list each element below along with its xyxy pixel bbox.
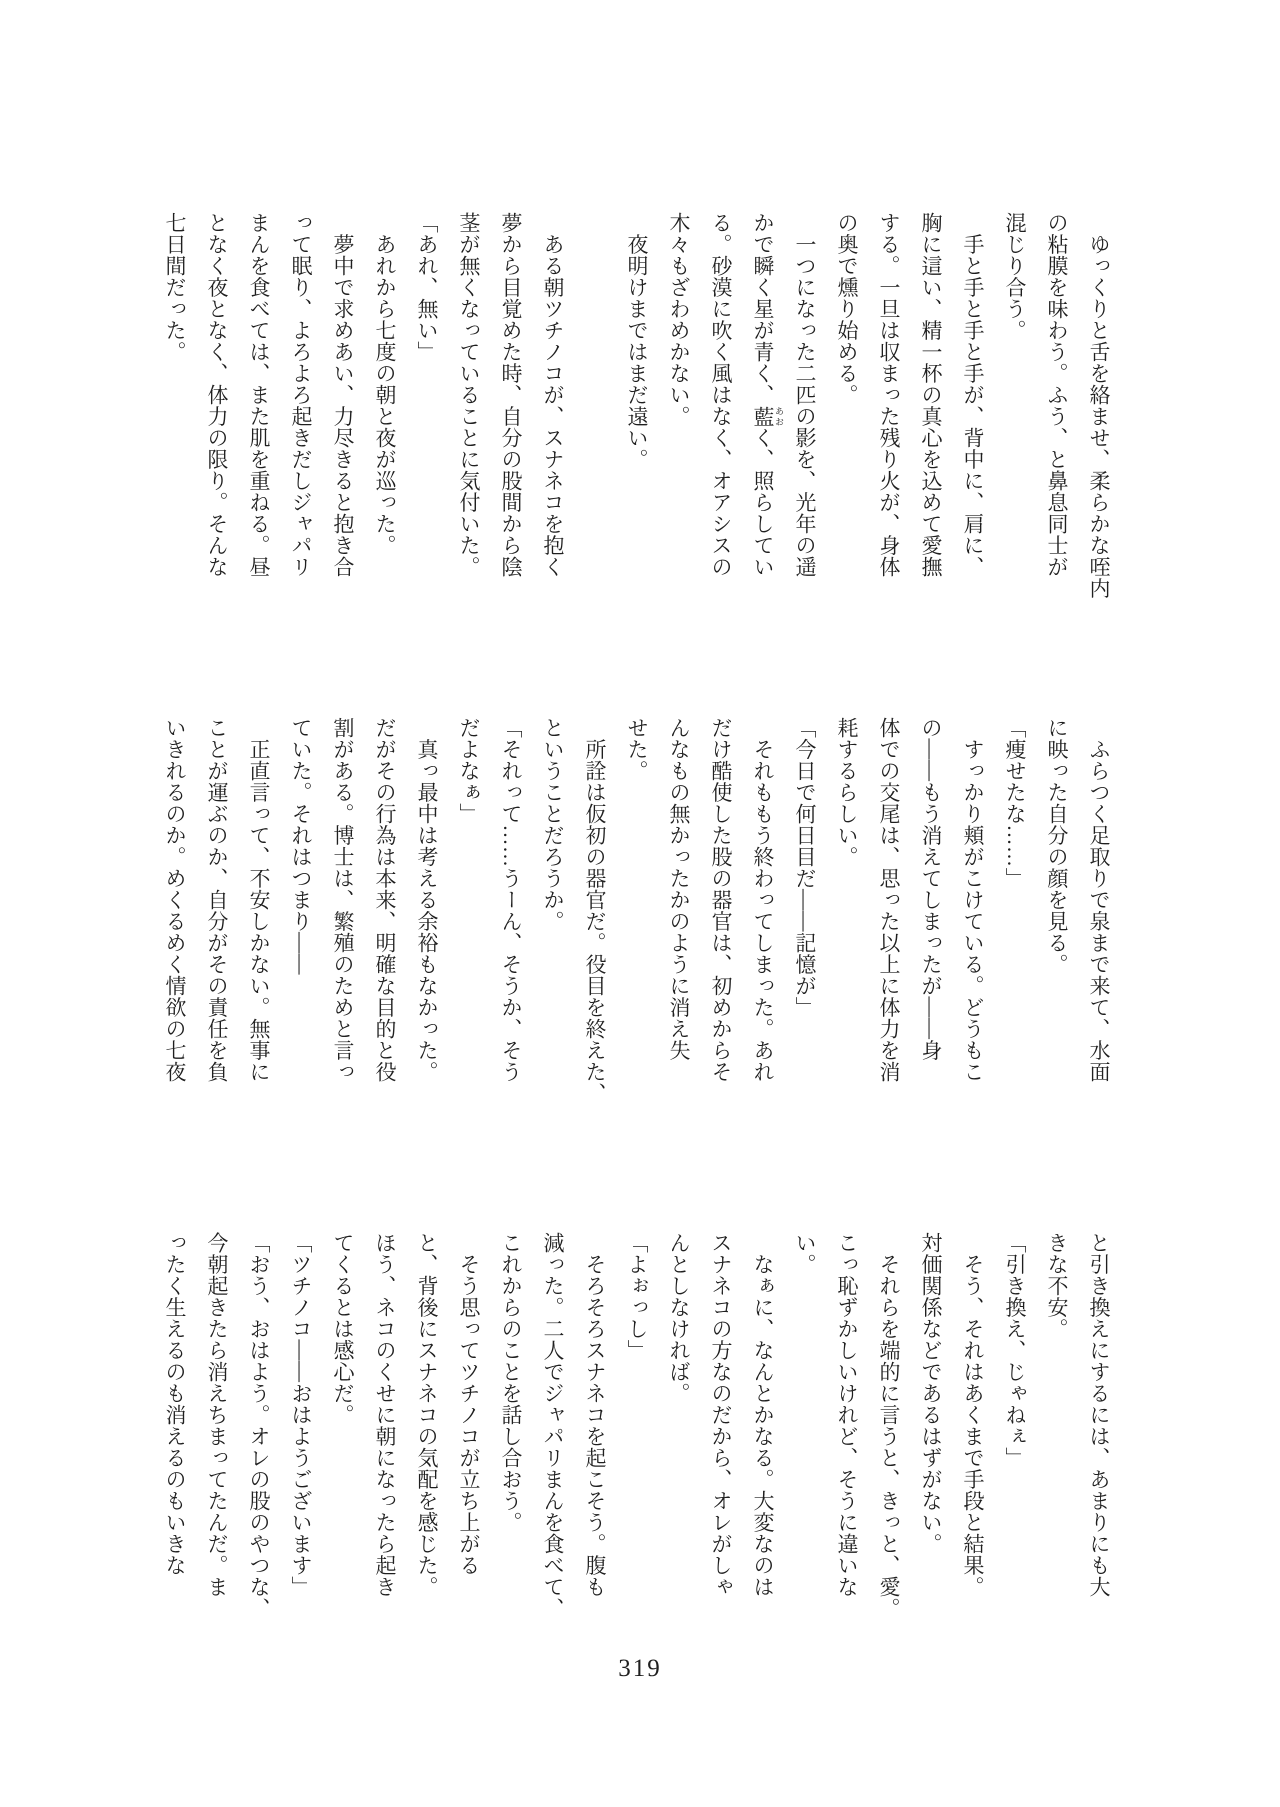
- text-column: る。砂漠に吹く風はなく、オアシスの: [709, 212, 733, 578]
- text-column: 「ツチノコ――おはようございます」: [289, 1232, 313, 1598]
- text-column: 「今日で何日目だ――記憶が」: [793, 717, 817, 1018]
- text-column: ことが運ぶのか、自分がその責任を負: [205, 717, 229, 1083]
- text-column: きな不安。: [1045, 1232, 1069, 1340]
- text-column: 夢中で求めあい、力尽きると抱き合: [331, 212, 355, 578]
- text-column: すっかり頬がこけている。どうもこ: [961, 717, 985, 1083]
- text-column: と引き換えにするには、あまりにも大: [1087, 1232, 1111, 1598]
- text-column: って眠り、よろよろ起きだしジャパリ: [289, 212, 313, 578]
- text-column: かで瞬く星が青く、藍 あおく、照らしてい: [751, 212, 784, 578]
- text-column: 「あれ、無い」: [415, 212, 439, 363]
- text-column: 減った。二人でジャパリまんを食べて、: [541, 1232, 565, 1619]
- text-column: 「よぉっし」: [625, 1232, 649, 1361]
- text-column: だよなぁ」: [457, 717, 481, 825]
- text-column: 七日間だった。: [163, 212, 187, 363]
- text-column: まんを食べては、また肌を重ねる。昼: [247, 212, 271, 578]
- page-number: 319: [618, 1655, 662, 1682]
- text-column: となく夜となく、体力の限り。そんな: [205, 212, 229, 578]
- text-column: そろそろスナネコを起こそう。腹も: [583, 1232, 607, 1598]
- text-column: いきれるのか。めくるめく情欲の七夜: [163, 717, 187, 1083]
- text-band-top: [154, 212, 1120, 604]
- text-column: 木々もざわめかない。: [667, 212, 691, 427]
- text-column: こっ恥ずかしいけれど、そうに違いな: [835, 1232, 859, 1598]
- text-column: それらを端的に言うと、きっと、愛。: [877, 1232, 901, 1619]
- text-column: 胸に這い、精一杯の真心を込めて愛撫: [919, 212, 943, 578]
- text-column: ゆっくりと舌を絡ませ、柔らかな咥内: [1087, 212, 1111, 599]
- text-column: ほう、ネコのくせに朝になったら起き: [373, 1232, 397, 1598]
- text-column: 「おう、おはよう。オレの股のやつな、: [247, 1232, 271, 1619]
- text-column: 「痩せたな……」: [1003, 717, 1027, 889]
- text-column: に映った自分の顔を見る。: [1045, 717, 1069, 975]
- text-column: だけ酷使した股の器官は、初めからそ: [709, 717, 733, 1083]
- text-column: あれから七度の朝と夜が巡った。: [373, 212, 397, 556]
- text-column: ある朝ツチノコが、スナネコを抱く: [541, 212, 565, 578]
- text-column: 真っ最中は考える余裕もなかった。: [415, 717, 439, 1083]
- text-column: 割がある。博士は、繁殖のためと言っ: [331, 717, 355, 1083]
- text-column: い。: [793, 1232, 817, 1275]
- text-column: そう、それはあくまで手段と結果。: [961, 1232, 985, 1598]
- text-column: てくるとは感心だ。: [331, 1232, 355, 1426]
- text-column: の奥で燻り始める。: [835, 212, 859, 406]
- text-band-middle: [154, 717, 1120, 1109]
- text-column: それももう終わってしまった。あれ: [751, 717, 775, 1083]
- text-column: 耗するらしい。: [835, 717, 859, 868]
- text-column: [574, 212, 616, 604]
- text-column: の――もう消えてしまったが――身: [919, 717, 943, 1061]
- text-column: んなもの無かったかのように消え失: [667, 717, 691, 1061]
- text-column: 茎が無くなっていることに気付いた。: [457, 212, 481, 578]
- text-column: 一つになった二匹の影を、光年の遥: [793, 212, 817, 578]
- text-column: 今朝起きたら消えちまってたんだ。ま: [205, 1232, 229, 1598]
- text-column: スナネコの方なのだから、オレがしゃ: [709, 1232, 733, 1598]
- text-column: 体での交尾は、思った以上に体力を消: [877, 717, 901, 1083]
- text-column: の粘膜を味わう。ふう、と鼻息同士が: [1045, 212, 1069, 578]
- text-column: ったく生えるのも消えるのもいきな: [163, 1232, 187, 1576]
- text-column: 混じり合う。: [1003, 212, 1027, 341]
- text-column: 夢から目覚めた時、自分の股間から陰: [499, 212, 523, 578]
- text-column: なぁに、なんとかなる。大変なのは: [751, 1232, 775, 1598]
- text-column: する。一旦は収まった残り火が、身体: [877, 212, 901, 578]
- text-column: 正直言って、不安しかない。無事に: [247, 717, 271, 1083]
- text-column: だがその行為は本来、明確な目的と役: [373, 717, 397, 1083]
- text-column: そう思ってツチノコが立ち上がる: [457, 1232, 481, 1576]
- text-column: 所詮は仮初の器官だ。役目を終えた、: [583, 717, 607, 1104]
- text-column: これからのことを話し合おう。: [499, 1232, 523, 1533]
- text-column: ということだろうか。: [541, 717, 565, 932]
- text-column: と、背後にスナネコの気配を感じた。: [415, 1232, 439, 1598]
- text-column: ていた。それはつまり――: [289, 717, 313, 975]
- text-column: 手と手と手と手が、背中に、肩に、: [961, 212, 985, 578]
- text-band-bottom: [154, 1232, 1120, 1624]
- text-column: 夜明けまではまだ遠い。: [625, 212, 649, 470]
- text-column: ふらつく足取りで泉まで来て、水面: [1087, 717, 1111, 1083]
- text-column: 「それって……うーん、そうか、そう: [499, 717, 523, 1083]
- text-column: 「引き換え、じゃねぇ」: [1003, 1232, 1027, 1469]
- text-column: んとしなければ。: [667, 1232, 691, 1404]
- text-column: せた。: [625, 717, 649, 782]
- text-column: 対価関係などであるはずがない。: [919, 1232, 943, 1555]
